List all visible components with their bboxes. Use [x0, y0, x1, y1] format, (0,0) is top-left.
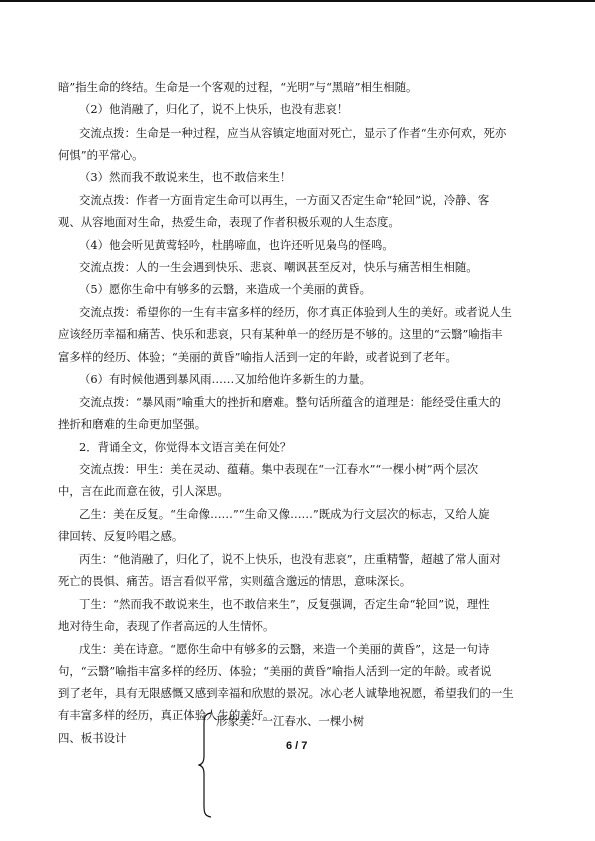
- text-line: 地对待生命，表现了作者高远的人生情怀。: [58, 619, 275, 633]
- page-top-rule: [0, 0, 595, 2]
- text-line: 死亡的畏惧、痛苦。语言看似平常，实则蕴含邈远的情思，意味深长。: [58, 574, 412, 588]
- text-line: （3）然而我不敢说来生，也不敢信来生！: [79, 170, 292, 184]
- text-line: （2）他消融了，归化了，说不上快乐，也没有悲哀！: [79, 102, 349, 116]
- text-line: 到了老年，具有无限感慨又感到幸福和欣慰的景况。冰心老人诚挚地祝愿，希望我们的一生: [58, 686, 514, 700]
- text-line: 观、从容地面对生命，热爱生命，表现了作者积极乐观的人生态度。: [58, 215, 400, 229]
- text-line: （5）愿你生命中有够多的云翳，来造成一个美丽的黄昏。: [79, 282, 372, 296]
- board-design-item: 形象美：一江春水、一棵小树: [216, 714, 365, 728]
- section-heading: 四、板书设计: [58, 731, 127, 745]
- text-line: 乙生：美在反复。“生命像……”“生命又像……”既成为行文层次的标志，又给人旋: [79, 507, 490, 521]
- curly-brace-icon: [198, 712, 212, 818]
- text-line: 交流点拨：希望你的一生有丰富多样的经历，你才真正体验到人生的美好。或者说人生: [79, 305, 512, 319]
- text-line: 应该经历幸福和痛苦、快乐和悲哀，只有某种单一的经历是不够的。这里的“云翳”喻指丰: [58, 327, 503, 341]
- page-number: 6 / 7: [286, 740, 308, 752]
- text-line: 丙生：“他消融了，归化了，说不上快乐，也没有悲哀”，庄重精警，超越了常人面对: [79, 552, 501, 566]
- text-line: 交流点拨：生命是一种过程，应当从容镇定地面对死亡，显示了作者“生亦何欢，死亦: [79, 126, 507, 140]
- text-line: 丁生：“然而我不敢说来生，也不敢信来生”，反复强调，否定生命“轮回”说，理性: [79, 597, 490, 611]
- text-line: 挫折和磨难的生命更加坚强。: [58, 417, 207, 431]
- text-line: 富多样的经历、体验；“美丽的黄昏”喻指人活到一定的年龄，或者说到了老年。: [58, 350, 457, 364]
- text-line: 戊生：美在诗意。“愿你生命中有够多的云翳，来造一个美丽的黄昏”，这是一句诗: [79, 642, 490, 656]
- text-line: 交流点拨：“暴风雨”喻重大的挫折和磨难。整句话所蕴含的道理是：能经受住重大的: [79, 395, 501, 409]
- text-line: 2．背诵全文，你觉得本文语言美在何处？: [79, 440, 292, 454]
- text-line: （6）有时候他遇到暴风雨……又加给他许多新生的力量。: [79, 372, 372, 386]
- text-line: （4）他会听见黄莺轻吟，杜鹃啼血，也许还听见枭鸟的怪鸣。: [79, 238, 394, 252]
- text-line: 暗”指生命的终结。生命是一个客观的过程，“光明”与“黑暗”相生相随。: [58, 80, 418, 94]
- text-line: 交流点拨：作者一方面肯定生命可以再生，一方面又否定生命“轮回”说，冷静、客: [79, 193, 490, 207]
- text-line: 有丰富多样的经历，真正体验人生的美好。: [58, 708, 275, 722]
- text-line: 何惧”的平常心。: [58, 148, 144, 162]
- text-line: 句，“云翳”喻指丰富多样的经历、体验；“美丽的黄昏”喻指人活到一定的年龄。或者说: [58, 664, 492, 678]
- text-line: 中，言在此而意在彼，引人深思。: [58, 484, 229, 498]
- text-line: 律回转、反复吟唱之感。: [58, 529, 184, 543]
- text-line: 交流点拨：人的一生会遇到快乐、悲哀、嘲讽甚至反对，快乐与痛苦相生相随。: [79, 260, 478, 274]
- text-line: 交流点拨：甲生：美在灵动、蕴藉。集中表现在“一江春水”“一棵小树”两个层次: [79, 462, 479, 476]
